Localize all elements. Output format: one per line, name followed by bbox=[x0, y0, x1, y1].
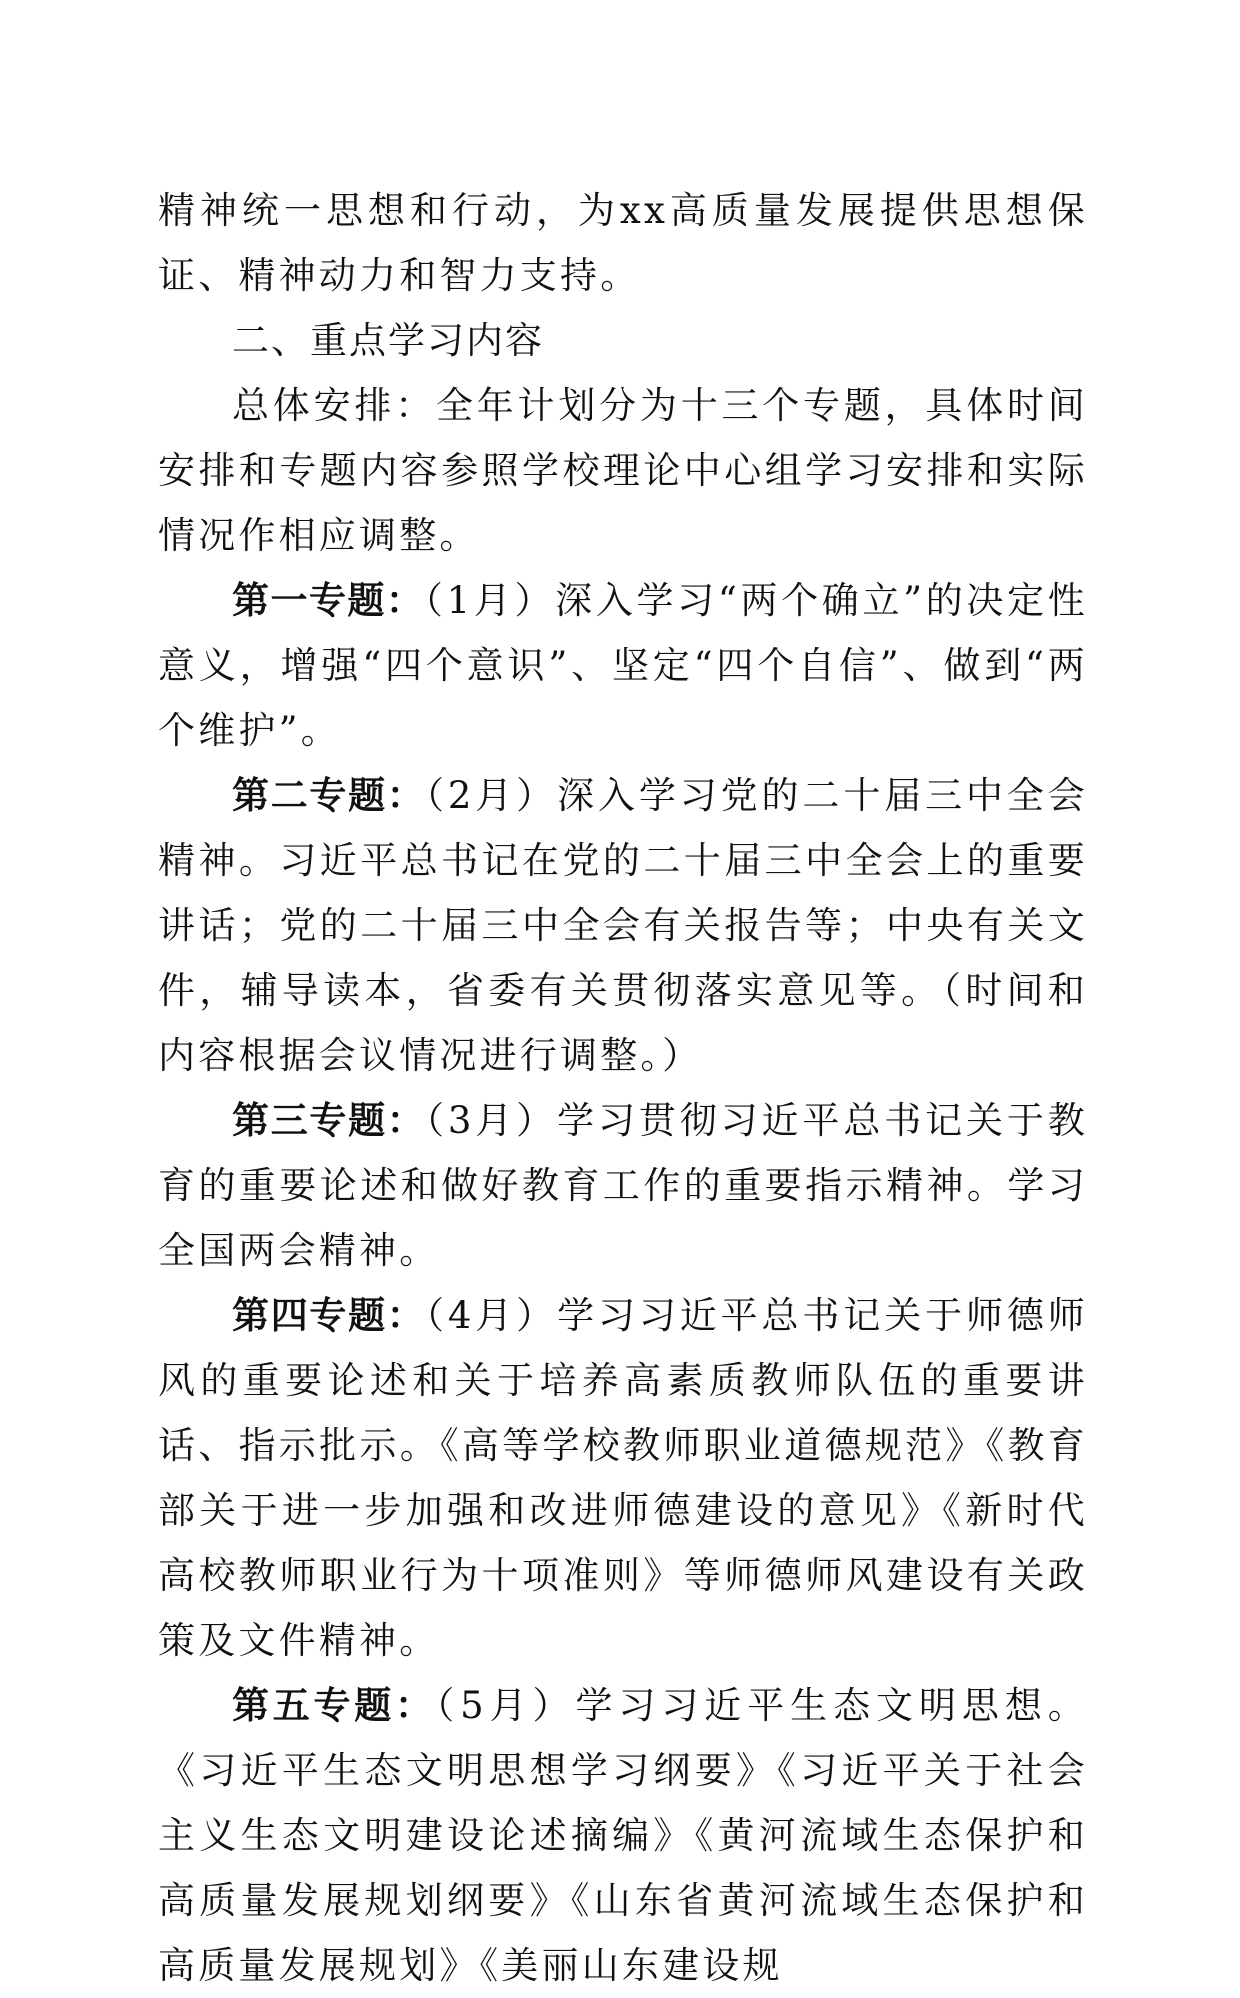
overall-arrangement-paragraph: 总体安排：全年计划分为十三个专题，具体时间安排和专题内容参照学校理论中心组学习安排和实际情况作相应调整。 bbox=[158, 384, 1088, 557]
topic-paragraph-2 bbox=[158, 763, 1088, 1088]
topic-text-4: （4月）学习习近平总书记关于师德师风的重要论述和关于培养高素质教师队伍的重要讲话、指示批示。《高等学校教师职业道德规范》《教育部关于进一步加强和改进师德建设的意见》《新时代高校教师职业行为十项准则》等师德师风建设有关政策及文件精神。 bbox=[158, 1294, 1088, 1662]
section-heading: 二、重点学习内容 bbox=[232, 319, 544, 362]
topic-label-3: 第三专题： bbox=[232, 1099, 426, 1142]
topic-text-2: （2月）深入学习党的二十届三中全会精神。习近平总书记在党的二十届三中全会上的重要讲话；党的二十届三中全会有关报告等；中央有关文件，辅导读本，省委有关贯彻落实意见等。（时间和内容根据会议情况进行调整。） bbox=[158, 774, 1088, 1077]
continuation-paragraph: 精神统一思想和行动，为xx高质量发展提供思想保证、精神动力和智力支持。 bbox=[158, 189, 1088, 297]
topic-text-1: （1月）深入学习“两个确立”的决定性意义，增强“四个意识”、坚定“四个自信”、做到“两个维护”。 bbox=[158, 579, 1088, 752]
topic-paragraph-1 bbox=[158, 568, 1088, 763]
topic-paragraph-5 bbox=[158, 1673, 1088, 1998]
document-body bbox=[158, 178, 1088, 1998]
topic-text-3: （3月）学习贯彻习近平总书记关于教育的重要论述和做好教育工作的重要指示精神。学习全国两会精神。 bbox=[158, 1099, 1088, 1272]
topic-label-1: 第一专题： bbox=[232, 579, 425, 622]
topic-text-5: （5月）学习习近平生态文明思想。《习近平生态文明思想学习纲要》《习近平关于社会主义生态文明建设论述摘编》《黄河流域生态保护和高质量发展规划纲要》《山东省黄河流域生态保护和高质量发展规划》《美丽山东建设规 bbox=[158, 1684, 1088, 1987]
topic-paragraph-3 bbox=[158, 1088, 1088, 1283]
topic-label-5: 第五专题： bbox=[232, 1684, 436, 1727]
topic-paragraph-4 bbox=[158, 1283, 1088, 1673]
topic-label-2: 第二专题： bbox=[232, 774, 426, 817]
topic-label-4: 第四专题： bbox=[232, 1294, 426, 1337]
